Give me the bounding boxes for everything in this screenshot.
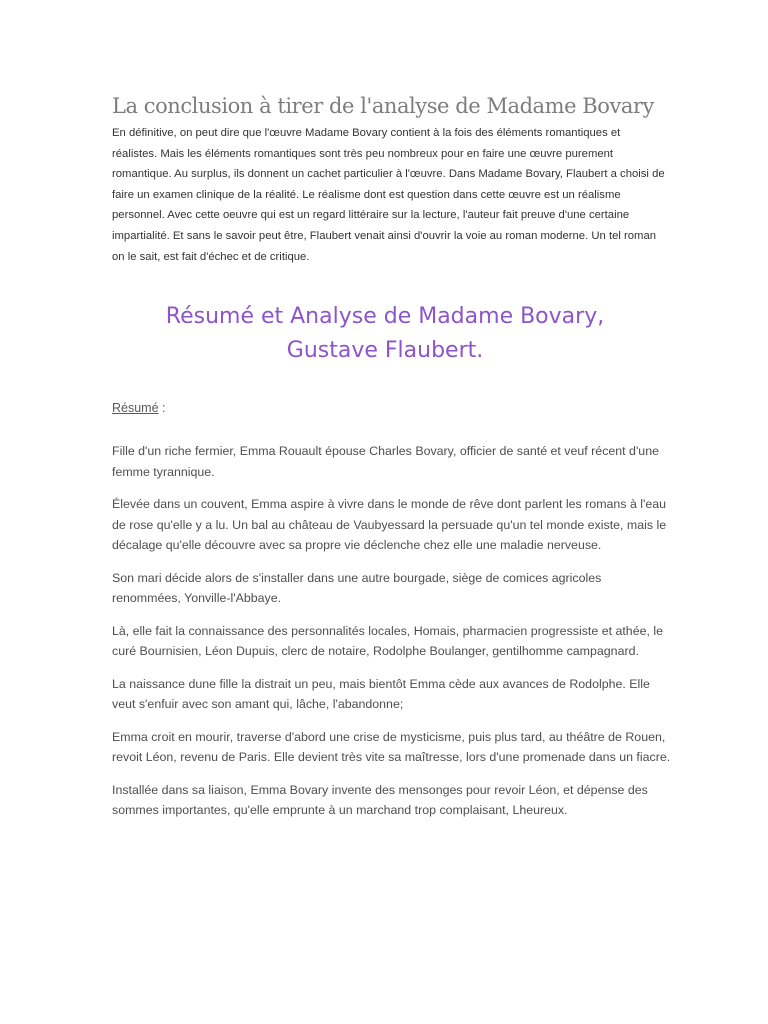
summary-paragraph-3: Son mari décide alors de s'installer dans une autre bourgade, siège de comices agricoles renommées, Yonville-l'Abbaye. [112, 570, 602, 605]
conclusion-title: La conclusion à tirer de l'analyse de Madame Bovary [112, 94, 654, 118]
summary-body [112, 441, 672, 833]
conclusion-paragraph: En définitive, on peut dire que l'œuvre Madame Bovary contient à la fois des éléments romantiques et réalistes. Mais les éléments romantiques sont très peu nombreux pour en faire une œuvre purement romantique. Au surplus, ils donnent un cachet particulier à l'œuvre. Dans Madame Bovary, Flaubert a choisi de faire un examen clinique de la réalité. Le réalisme dont est question dans cette œuvre est un réalisme personnel. Avec cette oeuvre qui est un regard littéraire sur la lecture, l'auteur fait preuve d'une certaine impartialité. Et sans le savoir peut être, Flaubert venait ainsi d'ouvrir la voie au roman moderne. Un tel roman on le sait, est fait d'échec et de critique. [112, 127, 665, 263]
summary-paragraph-2: Élevée dans un couvent, Emma aspire à vivre dans le monde de rêve dont parlent les romans à l'eau de rose qu'elle y a lu. Un bal au château de Vaubyessard la persuade qu'un tel monde existe, mais le décalage qu'elle découvre avec sa propre vie déclenche chez elle une maladie nerveuse. [112, 497, 667, 552]
summary-paragraph-7: Installée dans sa liaison, Emma Bovary invente des mensonges pour revoir Léon, et dépense des sommes importantes, qu'elle emprunte à un marchand trop complaisant, Lheureux. [112, 782, 648, 817]
resume-label-text: Résumé [112, 401, 159, 415]
summary-paragraph-4: Là, elle fait la connaissance des personnalités locales, Homais, pharmacien progressiste et athée, le curé Bournisien, Léon Dupuis, clerc de notaire, Rodolphe Boulanger, gentilhomme campagnard. [112, 623, 664, 658]
resume-heading [90, 300, 680, 368]
resume-heading-line1: Résumé et Analyse de Madame Bovary, [165, 304, 605, 329]
summary-paragraph-1: Fille d'un riche fermier, Emma Rouault épouse Charles Bovary, officier de santé et veuf récent d'une femme tyrannique. [112, 444, 659, 479]
summary-paragraph-5: La naissance dune fille la distrait un peu, mais bientôt Emma cède aux avances de Rodolphe. Elle veut s'enfuir avec son amant qui, lâche, l'abandonne; [112, 676, 650, 711]
resume-heading-line2: Gustave Flaubert. [286, 338, 484, 363]
resume-label [112, 398, 166, 418]
summary-paragraph-6: Emma croit en mourir, traverse d'abord une crise de mysticisme, puis plus tard, au théâtre de Rouen, revoit Léon, revenu de Paris. Elle devient très vite sa maîtresse, lors d'une promenade dans un fiacre. [112, 729, 671, 764]
resume-label-suffix: : [158, 401, 166, 415]
